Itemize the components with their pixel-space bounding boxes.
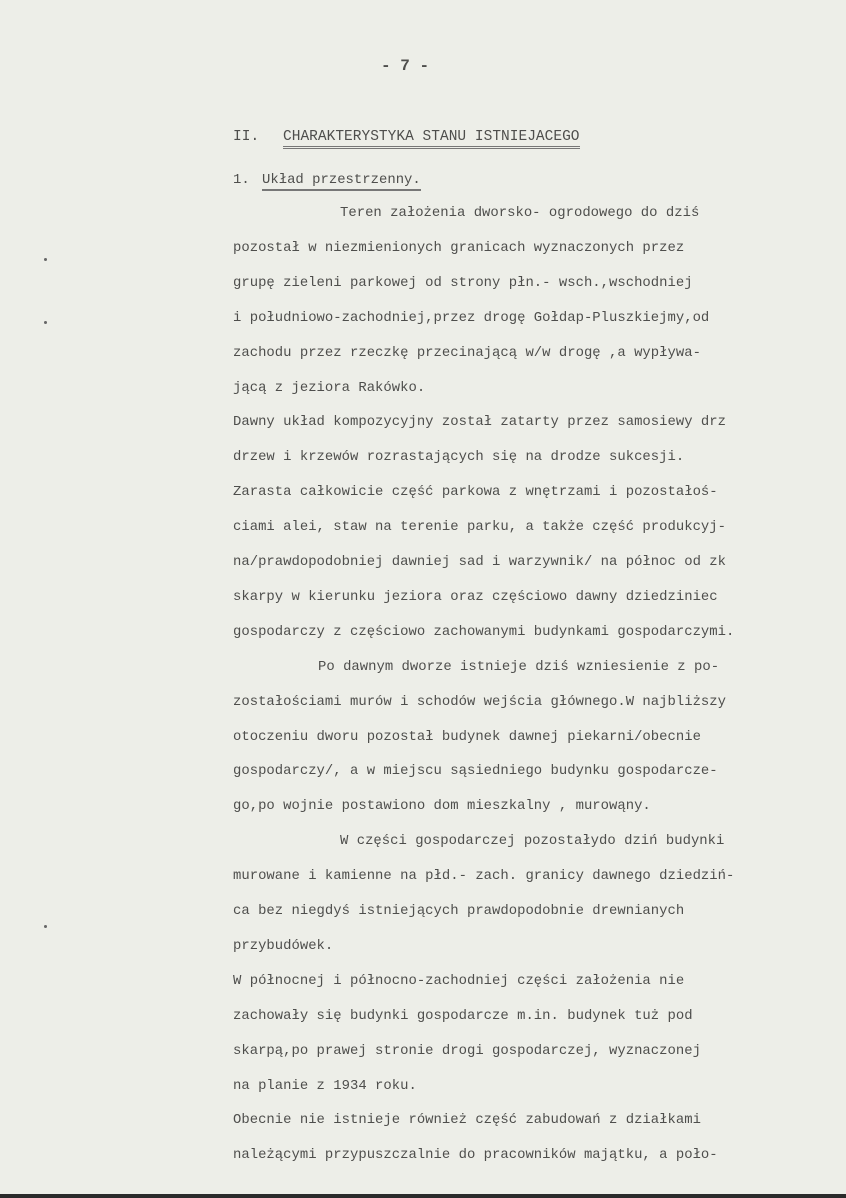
text-line: Obecnie nie istnieje również część zabudowań z działkami [233, 1112, 701, 1129]
text-line: grupę zieleni parkowej od strony płn.- wsch.,wschodniej [233, 274, 693, 291]
text-line: Po dawnym dworze istnieje dziś wzniesienie z po- [318, 658, 720, 675]
text-line: Teren założenia dworsko- ogrodowego do dziś [340, 205, 700, 221]
text-line: go,po wojnie postawiono dom mieszkalny , murowąny. [233, 798, 651, 815]
subsection-number: 1. [233, 172, 250, 188]
text-line: zachodu przez rzeczkę przecinającą w/w drogę ,a wypływa- [233, 344, 701, 361]
margin-speck [44, 925, 47, 928]
text-line: gospodarczy z częściowo zachowanymi budynkami gospodarczymi. [233, 623, 735, 640]
text-line: zostałościami murów i schodów wejścia głównego.W najbliższy [233, 693, 726, 710]
page-edge [0, 1194, 846, 1198]
text-line: murowane i kamienne na płd.- zach. granicy dawnego dziedziń- [233, 868, 735, 885]
text-line: ca bez niegdyś istniejących prawdopodobnie drewnianych [233, 903, 685, 919]
page-number: - 7 - [381, 57, 430, 75]
text-line: W północnej i północno-zachodniej części założenia nie [233, 972, 685, 989]
text-line: na/prawdopodobniej dawniej sad i warzywnik/ na północ od zk [233, 554, 726, 570]
text-line: na planie z 1934 roku. [233, 1077, 417, 1094]
text-line: należącymi przypuszczalnie do pracowników majątku, a poło- [233, 1147, 718, 1164]
subsection-heading: Układ przestrzenny. [262, 171, 421, 191]
text-line: i południowo-zachodniej,przez drogę Gołdap-Pluszkiejmy,od [233, 309, 710, 326]
text-line: jącą z jeziora Rakówko. [233, 379, 426, 396]
text-line: ciami alei, staw na terenie parku, a także część produkcyj- [233, 519, 726, 536]
text-line: przybudówek. [233, 937, 334, 954]
text-line: skarpą,po prawej stronie drogi gospodarczej, wyznaczonej [233, 1042, 701, 1059]
text-line: W części gospodarczej pozostałydo dziń budynki [340, 833, 725, 850]
text-line: zachowały się budynki gospodarcze m.in. budynek tuż pod [233, 1007, 693, 1024]
text-line: Dawny układ kompozycyjny został zatarty przez samosiewy drz [233, 414, 726, 431]
text-line: drzew i krzewów rozrastających się na drodze sukcesji. [233, 449, 685, 466]
text-line: Zarasta całkowicie część parkowa z wnętrzami i pozostałoś- [233, 484, 718, 501]
text-line: otoczeniu dworu pozostał budynek dawnej piekarni/obecnie [233, 728, 701, 745]
text-line: gospodarczy/, a w miejscu sąsiedniego budynku gospodarcze- [233, 763, 718, 780]
margin-speck [44, 321, 47, 324]
text-line: pozostał w niezmienionych granicach wyznaczonych przez [233, 239, 685, 256]
margin-speck [44, 258, 47, 261]
section-heading: CHARAKTERYSTYKA STANU ISTNIEJACEGO [283, 128, 580, 149]
section-number: II. [233, 129, 260, 145]
text-line: skarpy w kierunku jeziora oraz częściowo dawny dziedziniec [233, 588, 718, 605]
